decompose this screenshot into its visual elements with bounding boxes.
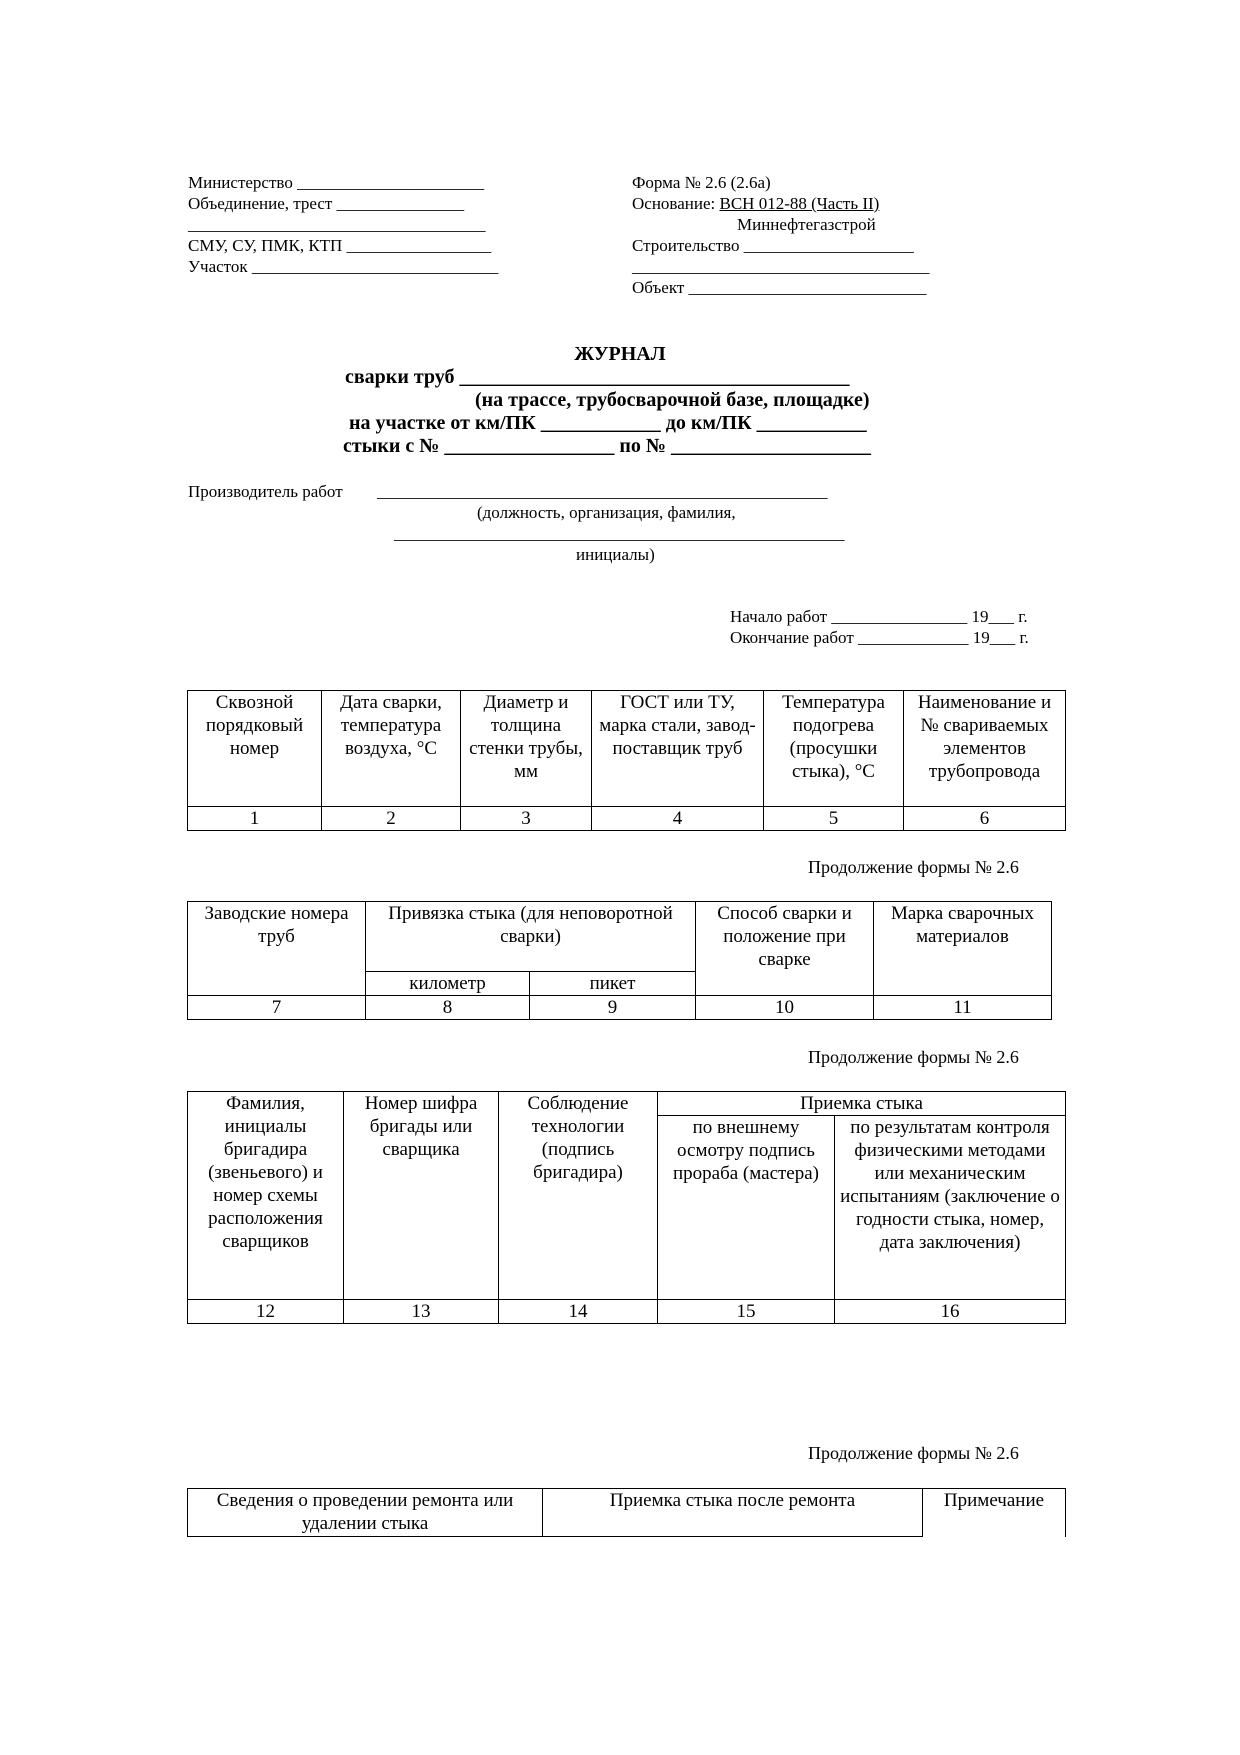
producer-line: _____________________________________________________ (394, 524, 845, 543)
start-date: Начало работ ________________ 19___ г. (730, 607, 1028, 626)
association-field: Объединение, трест _______________ (188, 194, 465, 213)
column-number: 16 (835, 1300, 1066, 1324)
header-cell: по внешнему осмотру подпись прораба (мастера) (658, 1116, 835, 1300)
column-number: 15 (658, 1300, 835, 1324)
producer-hint: инициалы) (576, 545, 655, 564)
header-cell: Способ сварки и положение при сварке (696, 902, 874, 996)
header-cell: Температура подогрева (просушки стыка), °С (764, 691, 904, 807)
column-number: 4 (592, 807, 764, 831)
table-header-row (188, 1092, 1066, 1116)
column-number: 13 (344, 1300, 499, 1324)
agency-name: Миннефтегазстрой (737, 215, 876, 234)
basis-line (632, 193, 879, 214)
header-cell: Марка сварочных материалов (874, 902, 1052, 996)
column-number: 5 (764, 807, 904, 831)
column-number: 14 (499, 1300, 658, 1324)
column-number: 11 (874, 996, 1052, 1020)
column-number: 10 (696, 996, 874, 1020)
journal-location-hint: (на трассе, трубосварочной базе, площадке) (475, 389, 870, 411)
header-cell: Соблюдение технологии (подпись бригадира) (499, 1092, 658, 1300)
blank-line: ___________________________________ (188, 215, 486, 234)
construction-field: Строительство ____________________ (632, 236, 914, 255)
header-cell: ГОСТ или ТУ, марка стали, завод-поставщик труб (592, 691, 764, 807)
continuation-label: Продолжение формы № 2.6 (808, 857, 1019, 877)
header-cell: по результатам контроля физическими методами или механическим испытаниям (заключение о годности стыка, номер, дата заключения) (835, 1116, 1066, 1300)
column-number: 8 (366, 996, 530, 1020)
column-number: 12 (188, 1300, 344, 1324)
table-header-row (188, 691, 1066, 807)
header-cell: Наименование и № свариваемых элементов трубопровода (904, 691, 1066, 807)
continuation-label: Продолжение формы № 2.6 (808, 1443, 1019, 1463)
header-cell: Дата сварки, температура воздуха, °С (322, 691, 461, 807)
table-main-data (187, 690, 1066, 831)
table-acceptance (187, 1091, 1066, 1324)
object-field: Объект ____________________________ (632, 278, 927, 297)
header-cell: километр (366, 972, 530, 996)
blank-line: ___________________________________ (632, 257, 930, 276)
end-date: Окончание работ _____________ 19___ г. (730, 628, 1029, 647)
column-number-row (188, 1300, 1066, 1324)
header-cell: Заводские номера труб (188, 902, 366, 996)
basis-label: Основание: (632, 194, 720, 213)
header-cell: пикет (530, 972, 696, 996)
table-header-row (188, 1489, 1066, 1537)
column-number: 9 (530, 996, 696, 1020)
journal-subject: сварки труб _______________________________________ (345, 366, 850, 388)
column-number: 2 (322, 807, 461, 831)
smu-field: СМУ, СУ, ПМК, КТП _________________ (188, 236, 492, 255)
continuation-label: Продолжение формы № 2.6 (808, 1047, 1019, 1067)
table-repair (187, 1488, 1066, 1537)
ministry-field: Министерство ______________________ (188, 173, 485, 192)
table-header-row (188, 902, 1052, 972)
header-cell: Привязка стыка (для неповоротной сварки) (366, 902, 696, 972)
table-materials (187, 901, 1052, 1020)
header-cell: Приемка стыка (658, 1092, 1066, 1116)
producer-label: Производитель работ (188, 482, 343, 501)
header-cell: Фамилия, инициалы бригадира (звеньевого) и номер схемы расположения сварщиков (188, 1092, 344, 1300)
journal-section-range: на участке от км/ПК ____________ до км/ПК ___________ (349, 412, 867, 434)
header-cell: Сквозной порядковый номер (188, 691, 322, 807)
header-cell: Сведения о проведении ремонта или удалении стыка (188, 1489, 543, 1537)
form-number: Форма № 2.6 (2.6а) (632, 173, 771, 192)
column-number-row (188, 807, 1066, 831)
column-number: 7 (188, 996, 366, 1020)
site-field: Участок _____________________________ (188, 257, 499, 276)
column-number: 6 (904, 807, 1066, 831)
journal-title: ЖУРНАЛ (574, 343, 666, 365)
producer-line: _____________________________________________________ (377, 482, 828, 501)
header-cell: Примечание (923, 1489, 1066, 1537)
header-cell: Номер шифра бригады или сварщика (344, 1092, 499, 1300)
journal-joint-range: стыки с № _________________ по № ____________________ (343, 435, 871, 457)
producer-hint: (должность, организация, фамилия, (477, 503, 736, 522)
header-cell: Приемка стыка после ремонта (543, 1489, 923, 1537)
column-number-row (188, 996, 1052, 1020)
header-cell: Диаметр и толщина стенки трубы, мм (461, 691, 592, 807)
column-number: 1 (188, 807, 322, 831)
column-number: 3 (461, 807, 592, 831)
basis-document-link[interactable]: ВСН 012-88 (Часть II) (719, 194, 880, 213)
